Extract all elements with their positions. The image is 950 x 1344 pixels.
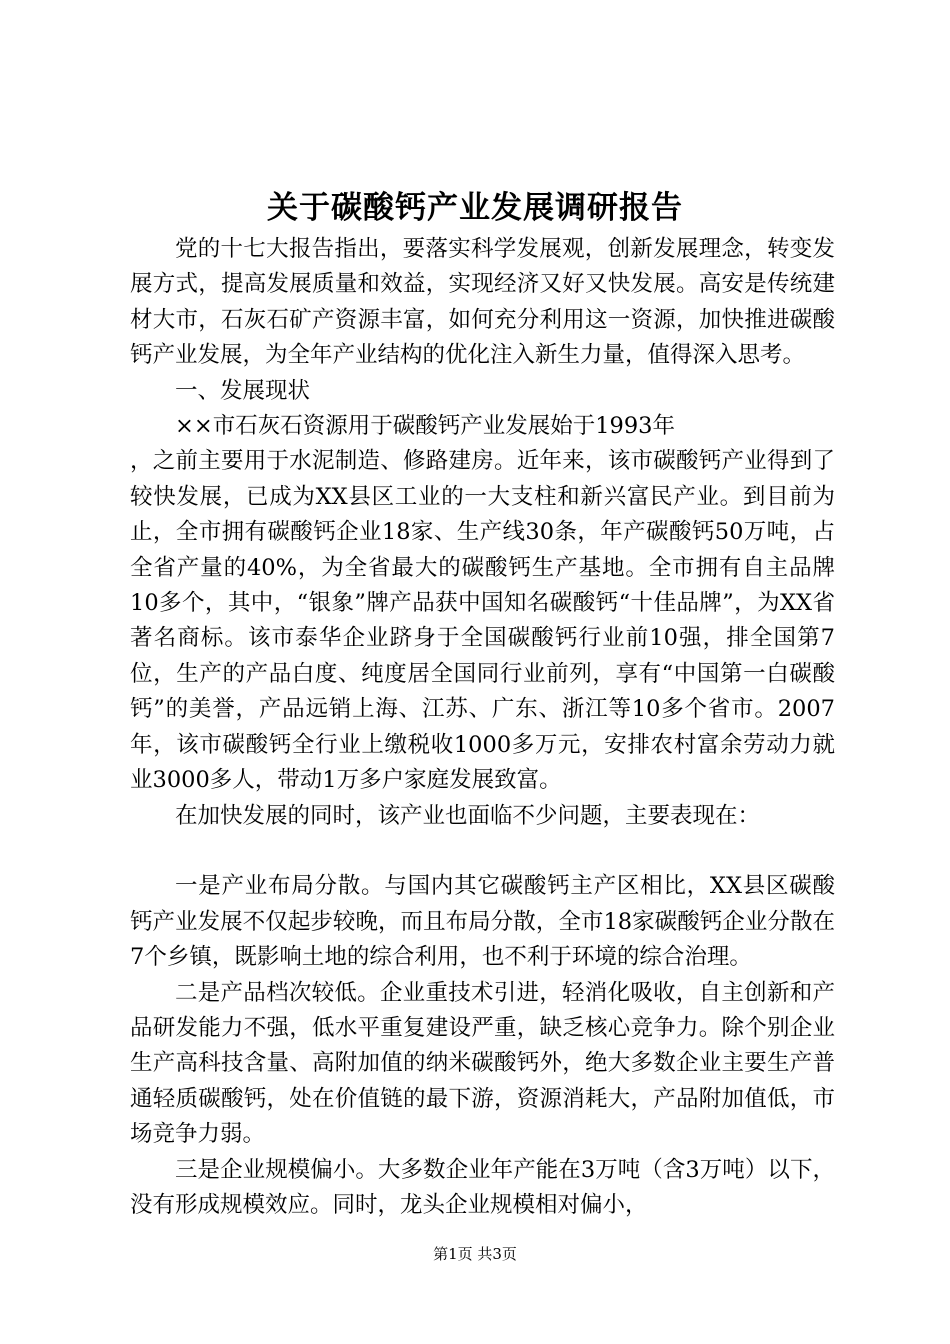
document-body (130, 232, 835, 1223)
section-heading: 一、发展现状 (175, 377, 311, 404)
document-title: 关于碳酸钙产业发展调研报告 (267, 190, 683, 226)
paragraph-problems-intro: 在加快发展的同时，该产业也面临不少问题，主要表现在： (175, 802, 761, 829)
paragraph-problem-1: 一是产业布局分散。与国内其它碳酸钙主产区相比，XX县区碳酸钙产业发展不仅起步较晚，而且布局分散，全市18家碳酸钙企业分散在7个乡镇，既影响土地的综合利用，也不利于环境的综合治理。 (130, 873, 835, 971)
paragraph-intro: 党的十七大报告指出，要落实科学发展观，创新发展理念，转变发展方式，提高发展质量和效益，实现经济又好又快发展。高安是传统建材大市，石灰石矿产资源丰富，如何充分利用这一资源，加快推进碳酸钙产业发展，为全年产业结构的优化注入新生力量，值得深入思考。 (130, 236, 835, 369)
paragraph-problem-3: 三是企业规模偏小。大多数企业年产能在3万吨（含3万吨）以下，没有形成规模效应。同时，龙头企业规模相对偏小， (130, 1156, 835, 1218)
page-footer: 第1页 共3页 (433, 1245, 517, 1263)
paragraph-status: ，之前主要用于水泥制造、修路建房。近年来，该市碳酸钙产业得到了较快发展，已成为XX县区工业的一大支柱和新兴富民产业。到目前为止，全市拥有碳酸钙企业18家、生产线30条，年产碳酸钙50万吨，占全省产量的40%，为全省最大的碳酸钙生产基地。全市拥有自主品牌10多个，其中，“银象”牌产品获中国知名碳酸钙“十佳品牌”，为XX省著名商标。该市泰华企业跻身于全国碳酸钙行业前10强，排全国第7位，生产的产品白度、纯度居全国同行业前列，享有“中国第一白碳酸钙”的美誉，产品远销上海、江苏、广东、浙江等10多个省市。2007年，该市碳酸钙全行业上缴税收1000多万元，安排农村富余劳动力就业3000多人，带动1万多户家庭发展致富。 (130, 448, 835, 794)
paragraph-status-start: ××市石灰石资源用于碳酸钙产业发展始于1993年 (175, 413, 675, 440)
paragraph-problem-2: 二是产品档次较低。企业重技术引进，轻消化吸收，自主创新和产品研发能力不强，低水平重复建设严重，缺乏核心竞争力。除个别企业生产高科技含量、高附加值的纳米碳酸钙外，绝大多数企业主要生产普通轻质碳酸钙，处在价值链的最下游，资源消耗大，产品附加值低，市场竞争力弱。 (130, 979, 835, 1148)
